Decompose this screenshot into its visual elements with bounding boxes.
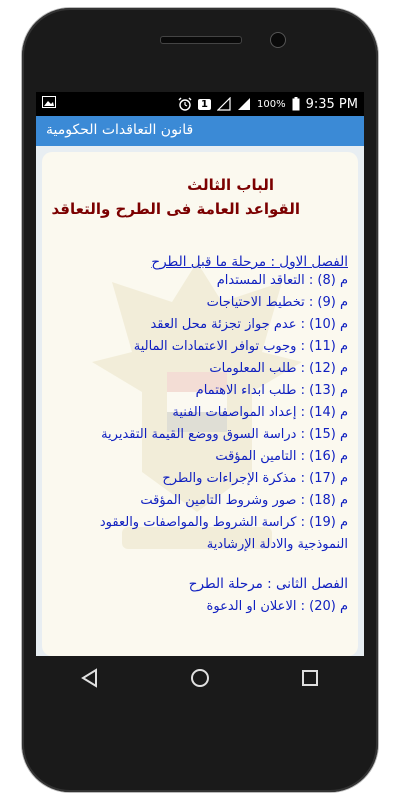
content-card[interactable]	[42, 152, 358, 656]
article-link[interactable]: م (11) : وجوب توافر الاعتمادات المالية	[133, 339, 348, 354]
chapter-heading[interactable]	[151, 254, 348, 270]
speaker-grille	[160, 36, 242, 44]
app-title: قانون التعاقدات الحكومية	[46, 122, 194, 138]
article-link[interactable]: م (12) : طلب المعلومات	[209, 361, 348, 376]
navigation-bar	[36, 658, 364, 698]
clock: 9:35 PM	[305, 96, 358, 112]
signal-icon	[217, 97, 231, 111]
back-icon[interactable]	[78, 666, 102, 690]
app-bar	[36, 116, 364, 146]
article-link[interactable]: م (14) : إعداد المواصفات الفنية	[172, 405, 348, 420]
alarm-icon	[178, 97, 192, 111]
sim-badge: 1	[198, 99, 211, 110]
article-link[interactable]: م (15) : دراسة السوق ووضع القيمة التقديرية	[101, 427, 348, 442]
battery-percent: 100%	[257, 98, 286, 110]
chapter-label: الفصل الاول : مرحلة ما قبل الطرح	[151, 254, 348, 270]
article-link[interactable]: م (19) : كراسة الشروط والمواصفات والعقود	[99, 515, 348, 530]
article-link[interactable]: م (18) : صور وشروط التامين المؤقت	[140, 493, 348, 508]
article-link[interactable]: م (20) : الاعلان او الدعوة	[206, 599, 348, 614]
part-subtitle: القواعد العامة فى الطرح والتعاقد	[51, 200, 300, 218]
article-link[interactable]: م (16) : التامين المؤقت	[215, 449, 348, 464]
chapter-heading[interactable]	[189, 576, 348, 592]
article-link-continued[interactable]: النموذجية والادلة الإرشادية	[206, 537, 348, 552]
part-title: الباب الثالث	[187, 176, 274, 194]
screen	[36, 92, 364, 656]
front-camera	[270, 32, 286, 48]
recents-icon[interactable]	[298, 666, 322, 690]
article-link[interactable]: م (17) : مذكرة الإجراءات والطرح	[162, 471, 348, 486]
battery-icon	[292, 97, 300, 111]
gallery-notification-icon	[42, 96, 56, 108]
signal-icon-secondary	[237, 97, 251, 111]
article-link[interactable]: م (9) : تخطيط الاحتياجات	[206, 295, 348, 310]
home-icon[interactable]	[188, 666, 212, 690]
chapter-label: الفصل الثانى : مرحلة الطرح	[188, 576, 348, 592]
article-link[interactable]: م (13) : طلب ابداء الاهتمام	[195, 383, 348, 398]
article-link[interactable]: م (10) : عدم جواز تجزئة محل العقد	[150, 317, 348, 332]
status-bar	[36, 92, 364, 116]
article-link[interactable]: م (8) : التعاقد المستدام	[216, 273, 348, 288]
